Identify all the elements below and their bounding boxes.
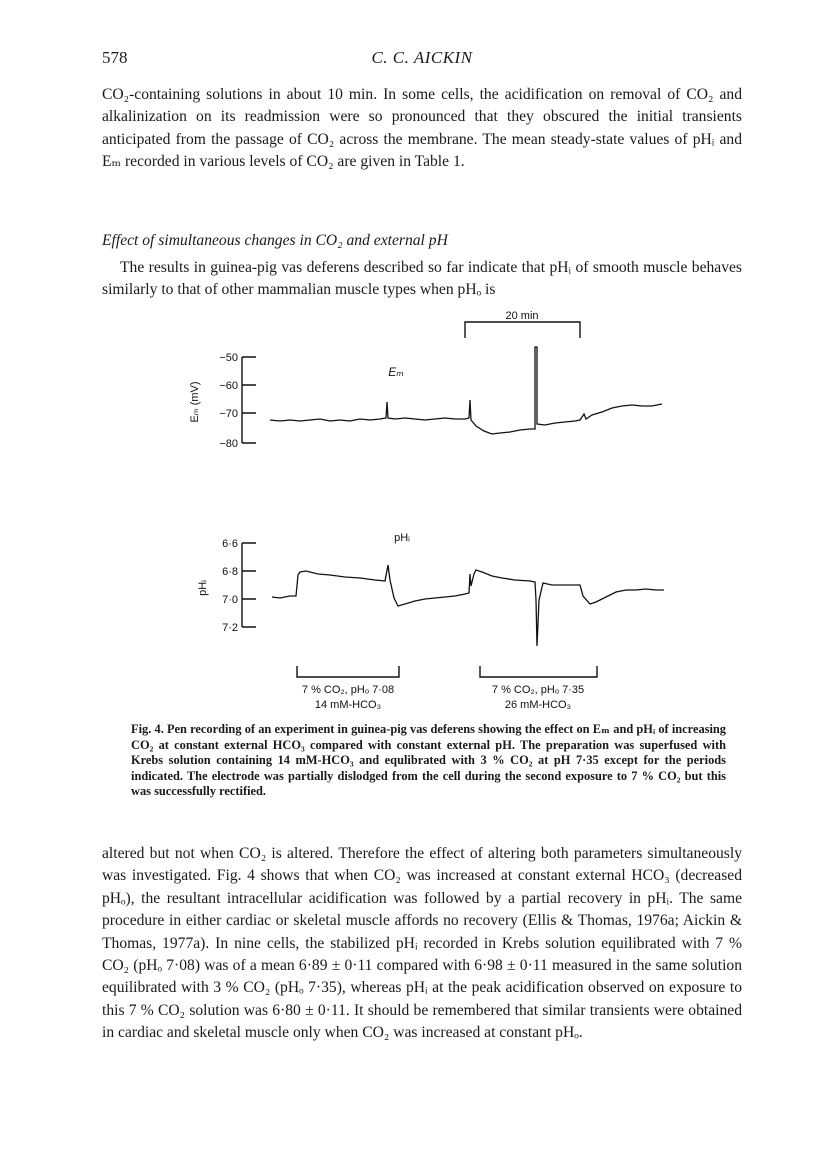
phi-tick: 7·2 — [222, 622, 238, 634]
period-marker-1 — [297, 666, 399, 711]
phi-axis — [197, 538, 256, 634]
period-2-line2: 26 mM-HCO₃ — [504, 699, 572, 711]
scale-bar-label: 20 min — [505, 310, 539, 322]
phi-trace-label: pHᵢ — [394, 532, 410, 544]
em-tick: −50 — [219, 352, 238, 364]
figure-caption: Fig. 4. Pen recording of an experiment in guinea-pig vas deferens showing the effect on Eₘ and pHᵢ of increasing CO₂ at constant external HCO₃ compared with constant external pH. The preparation was superfused with Krebs solution containing 14 mM-HCO₃ and equlibrated with 3 % CO₂ at pH 7·35 except for the periods indicated. The electrode was partially dislodged from the cell during the second exposure to 7 % CO₂ but this was successfully rectified. — [131, 722, 726, 799]
running-author: C. C. AICKIN — [371, 48, 473, 67]
phi-axis-label: pHᵢ — [197, 580, 209, 596]
em-tick: −60 — [219, 380, 238, 392]
em-trace — [270, 347, 662, 434]
period-2-line1: 7 % CO₂, pHₒ 7·35 — [491, 684, 585, 696]
period-1-line2: 14 mM-HCO₃ — [314, 699, 382, 711]
phi-tick: 7·0 — [222, 594, 238, 606]
phi-trace — [272, 565, 664, 646]
em-trace-label: Eₘ — [388, 365, 404, 379]
time-scale-bar — [465, 310, 580, 338]
paragraph-3: altered but not when CO₂ is altered. Therefore the effect of altering both parameters simultaneously was investigated. Fig. 4 shows that when CO₂ was increased at constant external HCO₃ (decreased pHₒ), the resultant intracellular acidification was followed by a partial recovery in pHᵢ. The same procedure in either cardiac or skeletal muscle affords no recovery (Ellis & Thomas, 1976a; Aickin & Thomas, 1977a). In nine cells, the stabilized pHᵢ recorded in Krebs solution equilibrated with 7 % CO₂ (pHₒ 7·08) was of a mean 6·89 ± 0·11 compared with 6·98 ± 0·11 measured in the same solution equilibrated with 3 % CO₂ (pHₒ 7·35), whereas pHᵢ at the peak acidification observed on exposure to this 7 % CO₂ solution was 6·80 ± 0·11. It should be remembered that similar transients were obtained in cardiac and skeletal muscle only when CO₂ was increased at constant pHₒ. — [102, 845, 742, 1042]
page-number: 578 — [102, 48, 128, 67]
em-tick: −70 — [219, 408, 238, 420]
em-axis — [189, 352, 256, 450]
paragraph-2: The results in guinea-pig vas deferens described so far indicate that pHᵢ of smooth muscle behaves similarly to that of other mammalian muscle types when pHₒ is — [102, 259, 742, 299]
period-1-line1: 7 % CO₂, pHₒ 7·08 — [301, 684, 395, 696]
section-heading: Effect of simultaneous changes in CO₂ and external pH — [102, 232, 448, 249]
em-axis-label: Eₘ (mV) — [189, 381, 201, 423]
em-tick: −80 — [219, 438, 238, 450]
period-marker-2 — [480, 666, 597, 711]
phi-tick: 6·8 — [222, 566, 238, 578]
phi-tick: 6·6 — [222, 538, 238, 550]
paragraph-1: CO₂-containing solutions in about 10 min. In some cells, the acidification on removal of CO₂ and alkalinization on its readmission were so pronounced that they obscured the initial transients anticipated from the passage of CO₂ across the membrane. The mean steady-state values of pHᵢ and Eₘ recorded in various levels of CO₂ are given in Table 1. — [102, 86, 742, 171]
